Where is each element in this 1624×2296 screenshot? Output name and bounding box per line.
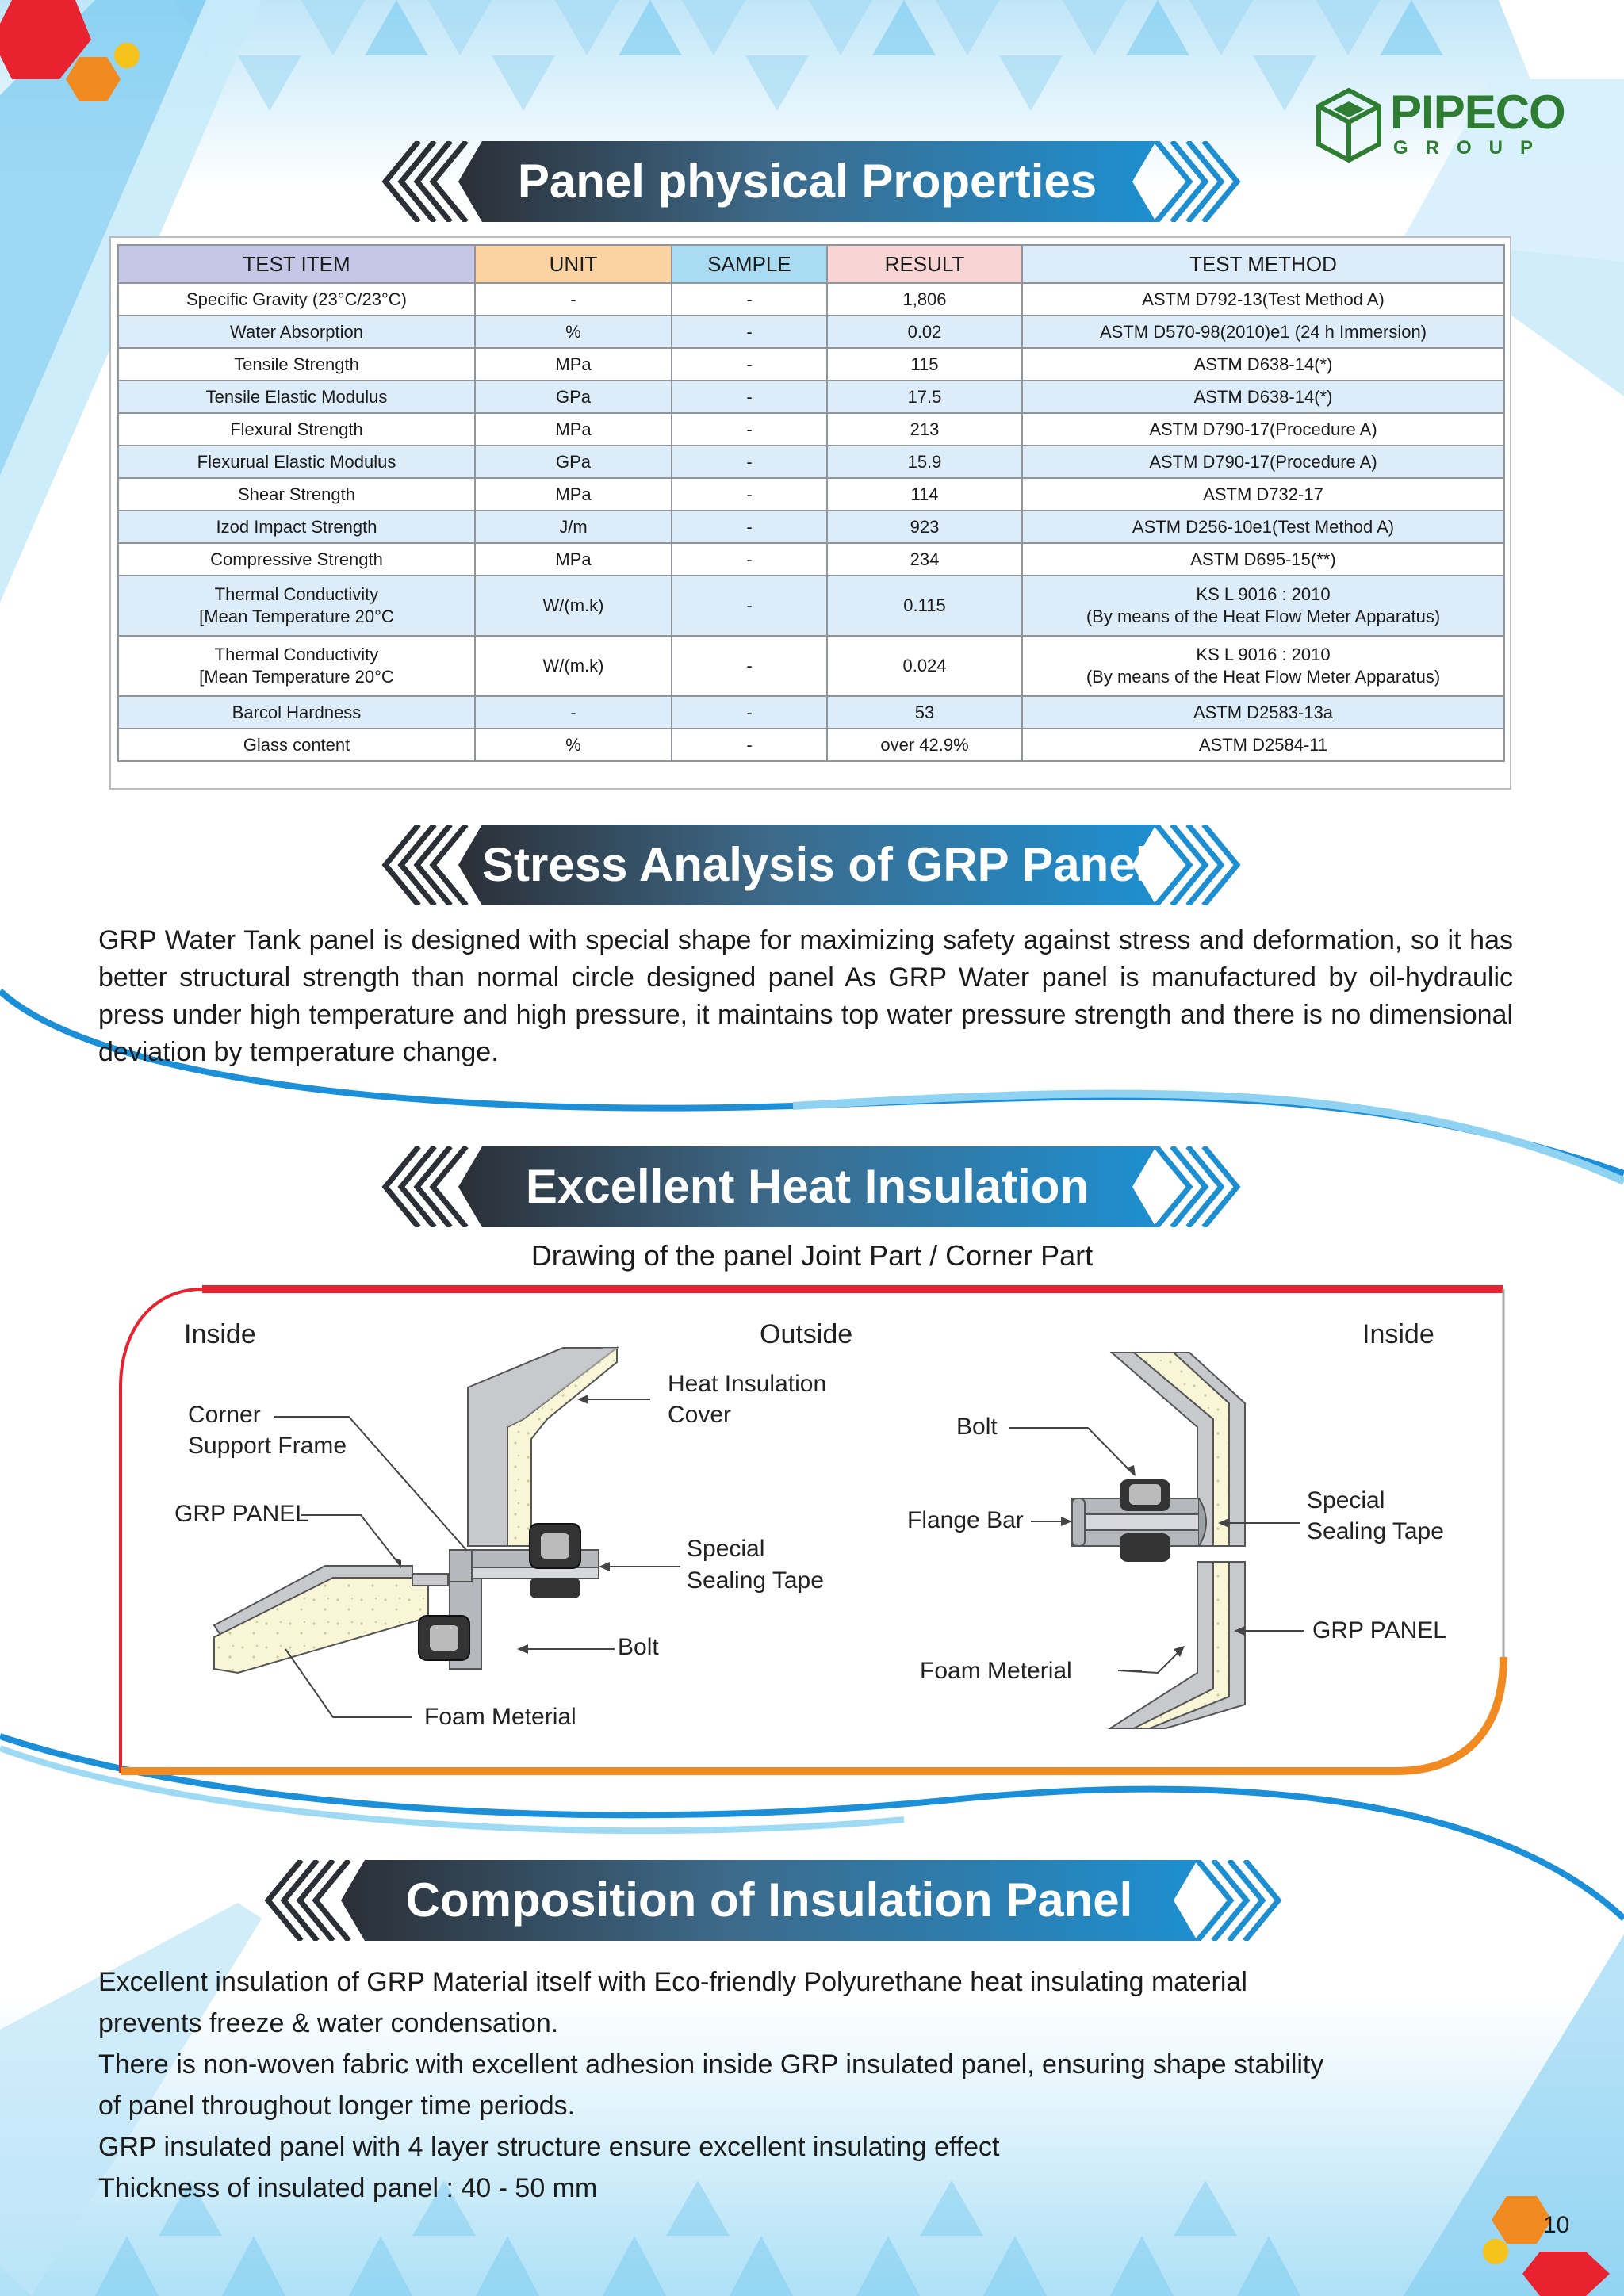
cell-sample: - <box>672 446 827 478</box>
cell-test-method: ASTM D792-13(Test Method A) <box>1022 283 1504 316</box>
cell-test-method: ASTM D732-17 <box>1022 478 1504 511</box>
label-sealing-right-1: Special <box>1307 1487 1385 1513</box>
cell-test-method: ASTM D638-14(*) <box>1022 381 1504 413</box>
cell-result: 0.02 <box>827 316 1022 348</box>
label-inside-left: Inside <box>184 1319 256 1349</box>
label-bolt-left: Bolt <box>618 1634 659 1660</box>
cell-line: [Mean Temperature 20°C <box>199 667 394 687</box>
label-inside-right: Inside <box>1362 1319 1434 1349</box>
composition-line: GRP insulated panel with 4 layer structure ensure excellent insulating effect <box>98 2132 1000 2162</box>
cell-test-item: Shear Strength <box>118 478 475 511</box>
cell-result: over 42.9% <box>827 729 1022 761</box>
composition-line: Thickness of insulated panel : 40 - 50 mm <box>98 2173 598 2203</box>
cell-result: 114 <box>827 478 1022 511</box>
label-corner-frame-1: Corner <box>188 1402 261 1428</box>
cell-result: 17.5 <box>827 381 1022 413</box>
cell-sample: - <box>672 413 827 446</box>
cell-sample: - <box>672 511 827 543</box>
cell-test-method: ASTM D790-17(Procedure A) <box>1022 446 1504 478</box>
cell-sample: - <box>672 348 827 381</box>
label-heat-cover-1: Heat Insulation <box>668 1371 827 1397</box>
page-number: 10 <box>1543 2212 1570 2238</box>
cell-sample: - <box>672 478 827 511</box>
label-sealing-left-1: Special <box>687 1536 765 1562</box>
label-flange-bar: Flange Bar <box>907 1507 1024 1533</box>
cell-unit: GPa <box>475 446 672 478</box>
cell-unit: W/(m.k) <box>475 576 672 636</box>
label-grp-panel-right: GRP PANEL <box>1312 1617 1446 1644</box>
cell-unit: MPa <box>475 478 672 511</box>
section-title: Stress Analysis of GRP Panel <box>482 838 1149 891</box>
cell-sample: - <box>672 543 827 576</box>
section-banner-composition <box>262 1860 1285 1941</box>
label-foam-right: Foam Meterial <box>920 1658 1072 1684</box>
cell-sample: - <box>672 729 827 761</box>
cell-result: 213 <box>827 413 1022 446</box>
cell-line: KS L 9016 : 2010 <box>1196 584 1331 604</box>
section-title: Composition of Insulation Panel <box>405 1873 1133 1927</box>
cell-test-method: ASTM D638-14(*) <box>1022 348 1504 381</box>
cell-line: [Mean Temperature 20°C <box>199 607 394 626</box>
cell-sample: - <box>672 316 827 348</box>
brand-name: PIPECO <box>1390 86 1565 139</box>
column-header: UNIT <box>475 245 672 283</box>
cell-unit: GPa <box>475 381 672 413</box>
cell-test-method: ASTM D2583-13a <box>1022 696 1504 729</box>
cell-unit: % <box>475 316 672 348</box>
cell-test-method: ASTM D256-10e1(Test Method A) <box>1022 511 1504 543</box>
cell-sample: - <box>672 576 827 636</box>
section-title: Excellent Heat Insulation <box>525 1160 1090 1213</box>
cell-line: Thermal Conductivity <box>214 584 379 604</box>
cell-line: (By means of the Heat Flow Meter Apparatus) <box>1086 607 1441 626</box>
cell-test-item: Compressive Strength <box>118 543 475 576</box>
composition-line: of panel throughout longer time periods. <box>98 2091 576 2121</box>
cell-test-item: Barcol Hardness <box>118 696 475 729</box>
cell-line: Thermal Conductivity <box>214 645 379 664</box>
cell-result: 115 <box>827 348 1022 381</box>
cell-test-method: ASTM D570-98(2010)e1 (24 h Immersion) <box>1022 316 1504 348</box>
cell-result: 1,806 <box>827 283 1022 316</box>
cell-test-item: Glass content <box>118 729 475 761</box>
label-outside: Outside <box>760 1319 853 1349</box>
cell-test-item: Tensile Strength <box>118 348 475 381</box>
cell-test-item: Water Absorption <box>118 316 475 348</box>
cell-sample: - <box>672 636 827 696</box>
cell-result: 234 <box>827 543 1022 576</box>
cell-result: 15.9 <box>827 446 1022 478</box>
cell-result: 923 <box>827 511 1022 543</box>
cell-test-item: Specific Gravity (23°C/23°C) <box>118 283 475 316</box>
cell-sample: - <box>672 381 827 413</box>
cell-test-item: Izod Impact Strength <box>118 511 475 543</box>
label-sealing-left-2: Sealing Tape <box>687 1567 824 1594</box>
cell-line: KS L 9016 : 2010 <box>1196 645 1331 664</box>
cell-test-method: ASTM D790-17(Procedure A) <box>1022 413 1504 446</box>
label-grp-panel-left: GRP PANEL <box>174 1501 308 1527</box>
cell-unit: W/(m.k) <box>475 636 672 696</box>
cell-unit: - <box>475 696 672 729</box>
cell-unit: J/m <box>475 511 672 543</box>
column-header: TEST ITEM <box>118 245 475 283</box>
cell-sample: - <box>672 696 827 729</box>
cell-test-method: ASTM D2584-11 <box>1022 729 1504 761</box>
label-heat-cover-2: Cover <box>668 1402 732 1428</box>
cell-test-item: Flexurual Elastic Modulus <box>118 446 475 478</box>
label-bolt-right: Bolt <box>956 1414 998 1440</box>
composition-text <box>98 1961 1513 2209</box>
cell-unit: MPa <box>475 413 672 446</box>
label-sealing-right-2: Sealing Tape <box>1307 1518 1444 1544</box>
cell-unit: MPa <box>475 543 672 576</box>
brand-group: GROUP <box>1393 137 1551 159</box>
label-foam-left: Foam Meterial <box>424 1704 576 1730</box>
composition-line: Excellent insulation of GRP Material itself with Eco-friendly Polyurethane heat insulating material <box>98 1967 1247 1997</box>
bolt-icon <box>530 1524 580 1598</box>
column-header: RESULT <box>827 245 1022 283</box>
drawing-subtitle: Drawing of the panel Joint Part / Corner Part <box>530 1239 1094 1272</box>
cell-test-method: ASTM D695-15(**) <box>1022 543 1504 576</box>
cell-test-item: Flexural Strength <box>118 413 475 446</box>
cell-unit: % <box>475 729 672 761</box>
column-header: TEST METHOD <box>1022 245 1504 283</box>
section-title: Panel physical Properties <box>517 155 1097 208</box>
composition-line: prevents freeze & water condensation. <box>98 2008 559 2038</box>
cell-result: 53 <box>827 696 1022 729</box>
cell-line: (By means of the Heat Flow Meter Apparatus) <box>1086 667 1441 687</box>
stress-paragraph: GRP Water Tank panel is designed with special shape for maximizing safety against stress and deformation, so it has better structural strength than normal circle designed panel As GRP Water panel is manufactured by oil-hydraulic press under high temperature and high pressure, it maintains top water pressure strength and there is no dimensional deviation by temperature change. <box>98 925 1513 1067</box>
cell-result: 0.115 <box>827 576 1022 636</box>
cell-test-item: Tensile Elastic Modulus <box>118 381 475 413</box>
column-header: SAMPLE <box>672 245 827 283</box>
cell-sample: - <box>672 283 827 316</box>
cell-result: 0.024 <box>827 636 1022 696</box>
cell-unit: MPa <box>475 348 672 381</box>
bolt-icon <box>419 1616 469 1660</box>
composition-line: There is non-woven fabric with excellent adhesion inside GRP insulated panel, ensuring shape stability <box>98 2049 1324 2080</box>
label-corner-frame-2: Support Frame <box>188 1433 347 1459</box>
cell-unit: - <box>475 283 672 316</box>
